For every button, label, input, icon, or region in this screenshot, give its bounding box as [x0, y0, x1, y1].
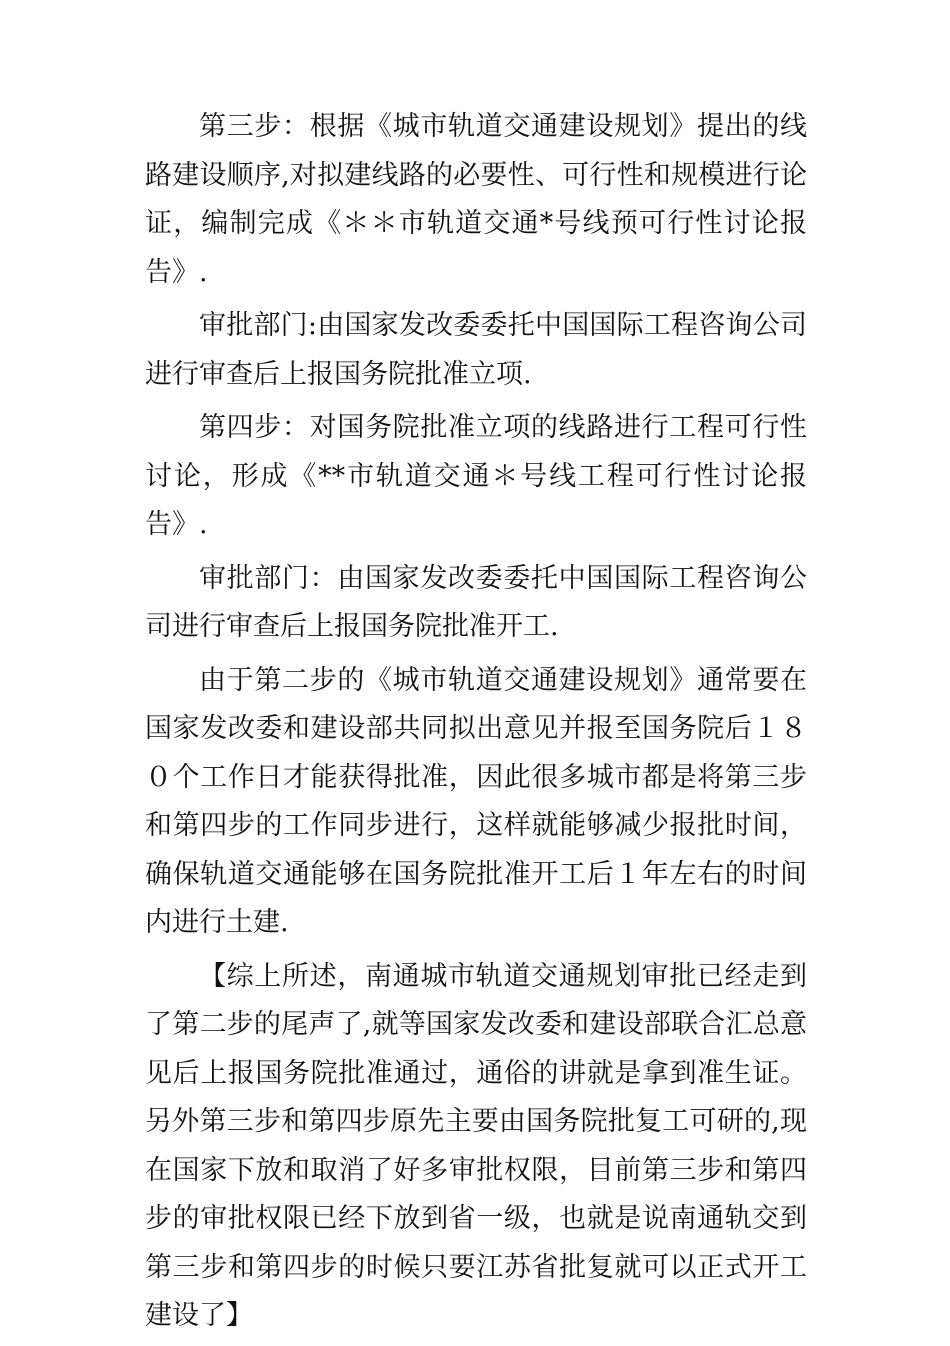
paragraph-approval-dept-1: 审批部门:由国家发改委委托中国国际工程咨询公司进行审查后上报国务院批准立项.	[145, 310, 807, 390]
paragraph-summary: 【综上所述，南通城市轨道交通规划审批已经走到了第二步的尾声了,就等国家发改委和建设部联合汇总意见后上报国务院批准通过，通俗的讲就是拿到准生证。另外第三步和第四步原先主要由国务院批复工可研的,现在国家下放和取消了好多审批权限，目前第三步和第四步的审批权限已经下放到省一级，也就是说南通轨交到第三步和第四步的时候只要江苏省批复就可以正式开工建设了】	[145, 960, 807, 1331]
paragraph-explanation: 由于第二步的《城市轨道交通建设规划》通常要在国家发改委和建设部共同拟出意见并报至国务院后１８０个工作日才能获得批准，因此很多城市都是将第三步和第四步的工作同步进行，这样就能够减少报批时间，确保轨道交通能够在国务院批准开工后１年左右的时间内进行土建.	[145, 664, 807, 938]
document-body	[145, 103, 807, 1346]
paragraph-approval-dept-2: 审批部门：由国家发改委委托中国国际工程咨询公司进行审查后上报国务院批准开工.	[145, 562, 807, 642]
paragraph-step-three: 第三步：根据《城市轨道交通建设规划》提出的线路建设顺序,对拟建线路的必要性、可行性和规模进行论证，编制完成《＊＊市轨道交通*号线预可行性讨论报告》.	[145, 111, 807, 288]
paragraph-step-four: 第四步：对国务院批准立项的线路进行工程可行性讨论，形成《**市轨道交通＊号线工程可行性讨论报告》.	[145, 412, 807, 540]
